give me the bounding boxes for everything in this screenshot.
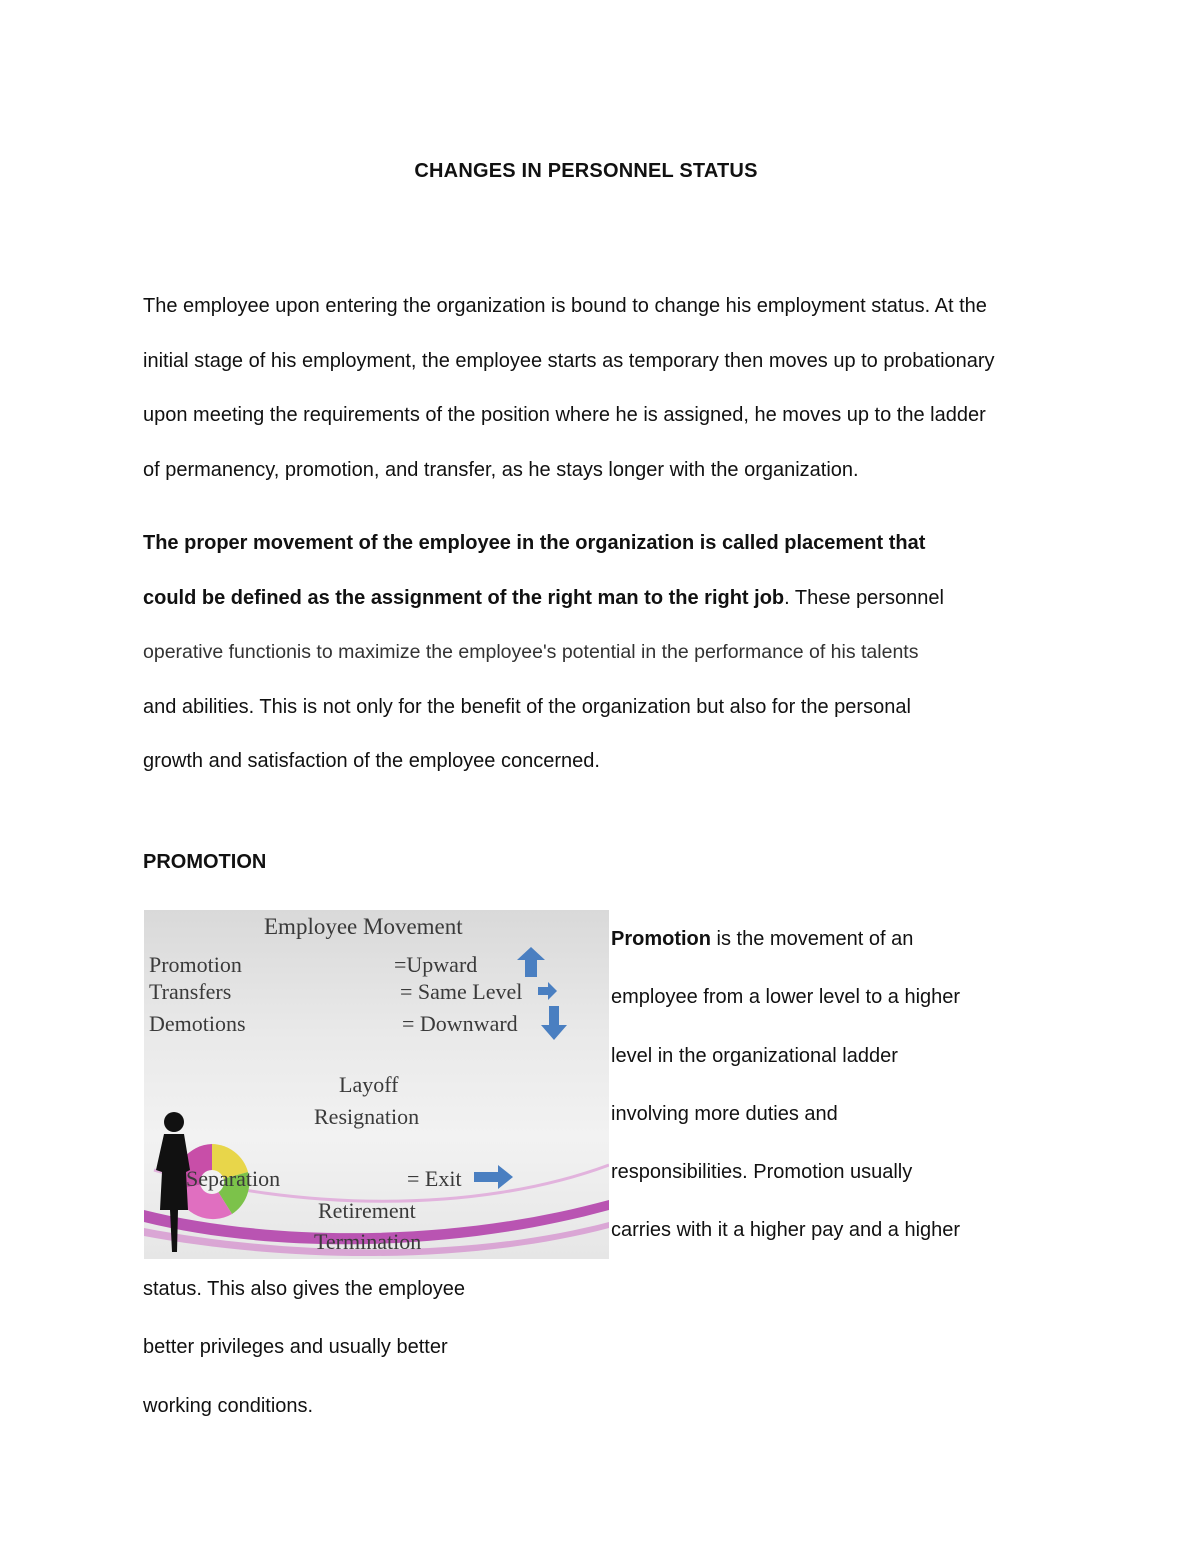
paragraph-line: involving more duties and: [611, 1102, 838, 1125]
figure-value: = Exit: [407, 1166, 462, 1191]
paragraph-line: responsibilities. Promotion usually: [611, 1161, 913, 1184]
paragraph-line: The employee upon entering the organization is bound to change his employment status. At the: [143, 295, 987, 317]
figure-bottom-item: Termination: [314, 1229, 422, 1254]
page-title: CHANGES IN PERSONNEL STATUS: [414, 160, 758, 182]
paragraph-text: . These personnel: [784, 586, 944, 609]
paragraph-line: initial stage of his employment, the employee starts as temporary then moves up to probationary: [143, 349, 995, 372]
paragraph-line: operative functionis to maximize the employee's potential in the performance of his talents: [143, 641, 919, 663]
figure-value: =Upward: [394, 952, 478, 977]
paragraph-line: growth and satisfaction of the employee concerned.: [143, 750, 600, 772]
section-heading-promotion: PROMOTION: [143, 851, 267, 873]
arrow-right-small-icon: [538, 982, 558, 1000]
arrow-down-icon: [540, 1005, 568, 1041]
paragraph-line: better privileges and usually better: [143, 1336, 448, 1359]
paragraph-line: status. This also gives the employee: [143, 1278, 466, 1300]
promotion-term-bold: Promotion: [611, 928, 711, 950]
figure-middle-item: Resignation: [314, 1104, 420, 1129]
figure-label: Demotions: [149, 1011, 246, 1036]
paragraph-line: upon meeting the requirements of the position where he is assigned, he moves up to the ladder: [143, 404, 986, 426]
arrow-up-icon: [516, 946, 546, 978]
paragraph-line: employee from a lower level to a higher: [611, 986, 961, 1009]
figure-value: = Same Level: [400, 979, 523, 1004]
placement-definition-bold: The proper movement of the employee in the organization is called placement that: [143, 532, 926, 554]
paragraph-line: and abilities. This is not only for the benefit of the organization but also for the personal: [143, 695, 911, 718]
figure-label: Separation: [186, 1166, 281, 1191]
paragraph-line: working conditions.: [143, 1394, 314, 1417]
paragraph-line: of permanency, promotion, and transfer, as he stays longer with the organization.: [143, 458, 859, 481]
placement-paragraph: [143, 516, 1173, 789]
figure-value: = Downward: [402, 1011, 518, 1036]
promotion-definition-continued: [143, 1260, 643, 1435]
figure-label: Transfers: [149, 979, 232, 1004]
paragraph-line: carries with it a higher pay and a higher: [611, 1219, 961, 1242]
promotion-definition: [611, 910, 1171, 1260]
arrow-right-icon: [474, 1164, 514, 1190]
placement-definition-bold: could be defined as the assignment of the right man to the right job: [143, 586, 785, 609]
figure-bottom-item: Retirement: [318, 1198, 416, 1223]
figure-label: Promotion: [149, 952, 242, 977]
intro-paragraph: [143, 279, 1173, 497]
figure-middle-item: Layoff: [339, 1072, 399, 1097]
paragraph-text: is the movement of an: [711, 928, 914, 950]
paragraph-line: level in the organizational ladder: [611, 1044, 898, 1067]
figure-title: Employee Movement: [264, 914, 463, 939]
employee-movement-figure: [144, 910, 609, 1259]
